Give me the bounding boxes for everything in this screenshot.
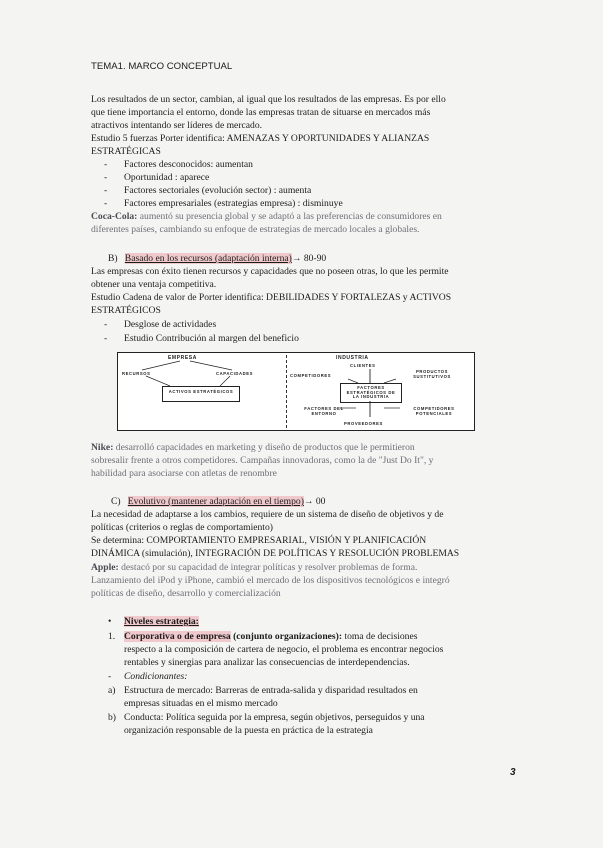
nike-line-1 xyxy=(91,441,415,454)
apple-line-2: Lanzamiento del iPod y iPhone, cambió el mercado de los dispositivos tecnológicos e integró xyxy=(91,575,450,586)
condition-b-label: b) xyxy=(108,712,116,723)
section-b-bullet: Desglose de actividades xyxy=(124,319,217,330)
section-b-body-3: Estudio Cadena de valor de Porter identifica: DEBILIDADES Y FORTALEZAS y ACTIVOS xyxy=(91,292,452,303)
diagram-factores-box xyxy=(340,383,402,403)
section-c-letter: C) xyxy=(111,496,121,507)
nike-text-1: desarrolló capacidades en marketing y diseño de productos que le permitieron xyxy=(115,442,415,453)
dash-marker: - xyxy=(104,198,108,209)
intro-line-1: Los resultados de un sector, cambian, al igual que los resultados de las empresas. Es por ello xyxy=(91,94,446,105)
diagram-empresa: EMPRESA xyxy=(168,355,197,361)
intro-line-2: que tiene importancia el entorno, donde las empresas tratan de situarse en mercados más xyxy=(91,107,431,118)
intro-line-4: Estudio 5 fuerzas Porter identifica: AMENAZAS Y OPORTUNIDADES Y ALIANZAS xyxy=(91,133,430,144)
force-item: Oportunidad : aparece xyxy=(124,172,210,183)
apple-line-1 xyxy=(91,561,417,574)
nike-brand: Nike: xyxy=(91,442,114,453)
diagram-activos: ACTIVOS ESTRATÉGICOS xyxy=(168,389,234,394)
level-1-name: Corporativa o de empresa xyxy=(124,631,231,642)
levels-bullet: • xyxy=(108,616,112,627)
section-b-title: Basado en los recursos (adaptación interna) xyxy=(124,253,292,264)
force-item: Factores desconocidos: aumentan xyxy=(124,159,253,170)
section-b-bullet: Estudio Contribución al margen del beneficio xyxy=(124,333,299,344)
diagram-entorno: FACTORES DEL ENTORNO xyxy=(304,406,344,416)
diagram-potenciales: COMPETIDORES POTENCIALES xyxy=(413,406,455,416)
dash-marker: - xyxy=(108,671,112,682)
apple-line-3: políticas de diseño, desarrollo y comercialización xyxy=(91,588,281,599)
dash-marker: - xyxy=(104,172,108,183)
coca-cola-line-1 xyxy=(91,210,442,223)
diagram-sustitutivos: PRODUCTOS SUSTITUTIVOS xyxy=(413,369,451,379)
dash-marker: - xyxy=(104,333,108,344)
section-b-body-1: Las empresas con éxito tienen recursos y capacidades que no poseen otras, lo que les permite xyxy=(91,266,449,277)
force-item: Factores sectoriales (evolución sector) : aumenta xyxy=(124,185,312,196)
nike-line-3: habilidad para asociarse con atletas de renombre xyxy=(91,468,277,479)
section-c-body-4: DINÁMICA (simulación), INTEGRACIÓN DE POLÍTICAS Y RESOLUCIÓN PROBLEMAS xyxy=(91,548,460,559)
condition-b-line-1: Conducta: Política seguida por la empresa, según objetivos, perseguidos y una xyxy=(124,712,425,723)
dash-marker: - xyxy=(104,319,108,330)
coca-cola-line-2: diferentes países, cambiando su enfoque de estrategias de mercado locales a globales. xyxy=(91,224,420,235)
conditioners-label: Condicionantes: xyxy=(124,671,188,682)
diagram-capacidades: CAPACIDADES xyxy=(216,371,253,376)
section-b-letter: B) xyxy=(108,253,118,264)
section-b-body-2: obtener una ventaja competitiva. xyxy=(91,279,217,290)
page-title: TEMA1. MARCO CONCEPTUAL xyxy=(91,61,233,72)
intro-line-5: ESTRATÉGICAS xyxy=(91,146,161,157)
nike-line-2: sobresalir frente a otros competidores. Campañas innovadoras, como la de "Just Do It", y xyxy=(91,455,434,466)
force-item: Factores empresariales (estrategias empresa) : disminuye xyxy=(124,198,343,209)
level-1-line-2: respecto a la composición de cartera de negocio, el problema es encontrar negocios xyxy=(124,644,444,655)
section-b-heading xyxy=(108,252,326,265)
level-1-line-3: rentables y sinergias para analizar las consecuencias de interdependencias. xyxy=(124,657,410,668)
coca-cola-text-1: aumentó su presencia global y se adaptó a las preferencias de consumidores en xyxy=(139,211,442,222)
level-1-line-1 xyxy=(124,630,417,643)
section-c-body-1: La necesidad de adaptarse a los cambios, requiere de un sistema de diseño de objetivos y de xyxy=(91,509,444,520)
section-c-title: Evolutivo (mantener adaptación en el tiempo) xyxy=(127,496,304,507)
section-c-body-3: Se determina: COMPORTAMIENTO EMPRESARIAL, VISIÓN Y PLANIFICACIÓN xyxy=(91,535,427,546)
condition-a-line-1: Estructura de mercado: Barreras de entrada-salida y disparidad resultados en xyxy=(124,685,418,696)
apple-text-1: destacó por su capacidad de integrar políticas y resolver problemas de forma. xyxy=(121,562,418,573)
diagram-recursos: RECURSOS xyxy=(122,371,151,376)
diagram-proveedores: PROVEEDORES xyxy=(344,421,383,426)
diagram-industria: INDUSTRIA xyxy=(336,355,369,361)
levels-title xyxy=(124,615,199,628)
diagram-factores-estrategicos: FACTORES ESTRATÉGICOS DE LA INDUSTRIA xyxy=(346,385,396,400)
diagram-competidores: COMPETIDORES xyxy=(290,373,332,378)
section-b-arrow: → 80-90 xyxy=(291,253,327,264)
section-c-arrow: → 00 xyxy=(303,496,326,507)
level-1-number: 1. xyxy=(108,631,116,642)
condition-b-line-2: organización responsable de la puesta en práctica de la estrategia xyxy=(124,725,373,736)
section-c-heading xyxy=(111,495,325,508)
dash-marker: - xyxy=(104,159,108,170)
level-1-scope: (conjunto organizaciones): xyxy=(230,631,343,642)
apple-brand: Apple: xyxy=(91,562,119,573)
dash-marker: - xyxy=(104,185,108,196)
intro-line-3: atractivos intentando ser líderes de mercado. xyxy=(91,120,263,131)
condition-a-line-2: empresas situadas en el mismo mercado xyxy=(124,698,278,709)
coca-cola-brand: Coca-Cola: xyxy=(91,211,138,222)
level-1-rest: toma de decisiones xyxy=(342,631,418,642)
diagram-arrows xyxy=(118,353,474,430)
section-b-body-4: ESTRATÉGICOS xyxy=(91,305,161,316)
diagram-clientes: CLIENTES xyxy=(350,363,376,368)
condition-a-label: a) xyxy=(108,685,116,696)
value-chain-diagram xyxy=(117,352,475,431)
section-c-body-2: políticas (criterios o reglas de comportamiento) xyxy=(91,522,273,533)
levels-title-text: Niveles estrategia: xyxy=(124,616,199,627)
page-number: 3 xyxy=(510,767,516,778)
